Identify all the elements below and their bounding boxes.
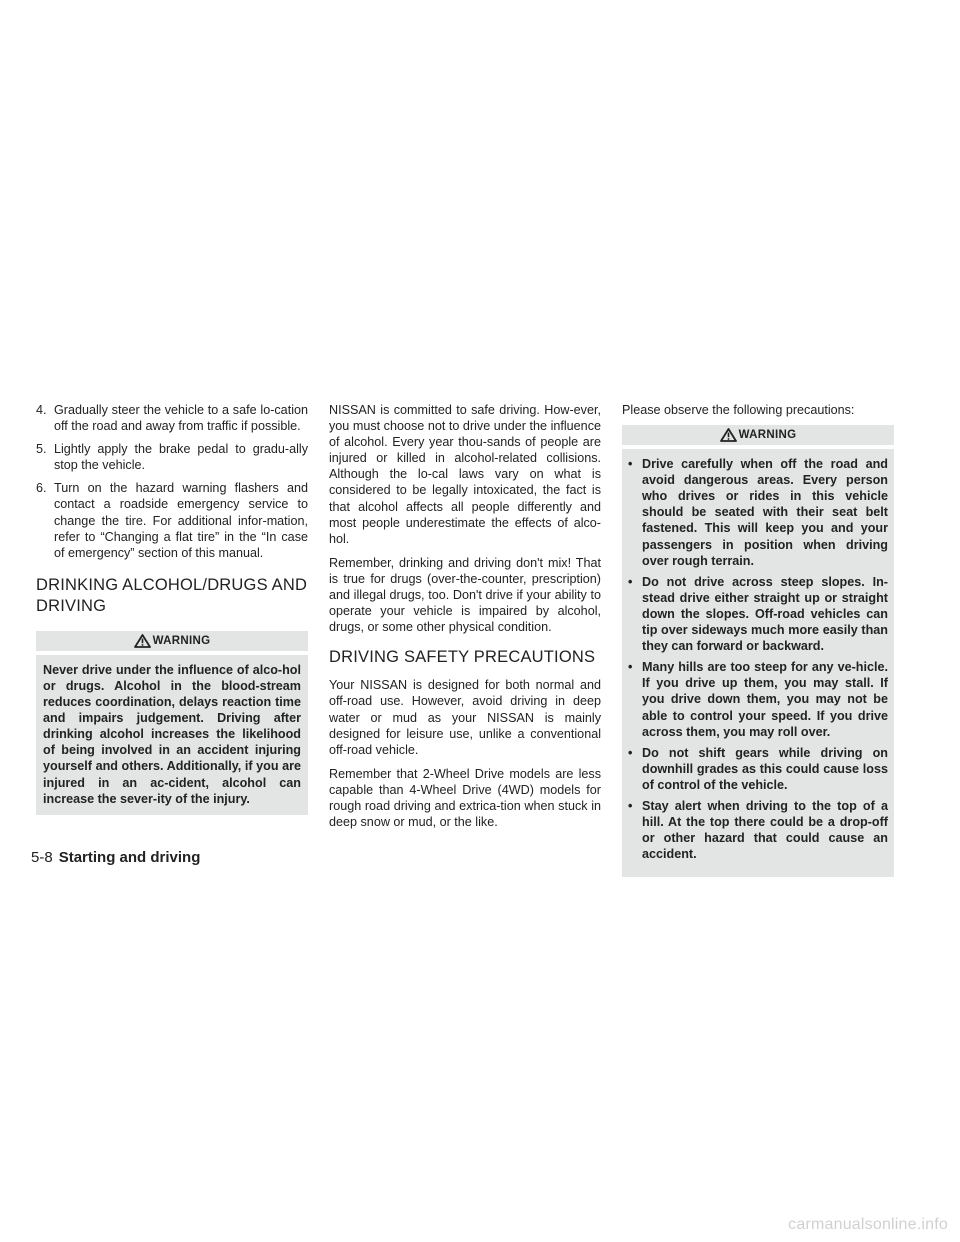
warning-label: WARNING	[738, 429, 797, 442]
step-item	[36, 441, 308, 473]
bullet-dot: •	[628, 457, 633, 472]
list-item-text: Drive carefully when off the road and avoid dangerous areas. Every person who drives or rides in this vehicle should be seated with their seat belt fastened. This will keep you and your passengers in position when driving over rough terrain.	[642, 457, 888, 568]
heading-line-1: DRINKING ALCOHOL/DRUGS AND	[36, 575, 308, 594]
warning-triangle-icon	[134, 634, 151, 648]
heading-line-2: DRIVING	[36, 596, 107, 615]
warning-header	[622, 425, 894, 445]
list-item	[628, 745, 888, 793]
step-item	[36, 480, 308, 560]
list-item-text: Stay alert when driving to the top of a hill. At the top there could be a drop-off or other hazard that could cause an accident.	[642, 798, 888, 862]
paragraph: Your NISSAN is designed for both normal and off-road use. However, avoid driving in deep water or mud as your NISSAN is mainly designed for leisure use, unlike a conventional off-road vehicle.	[329, 678, 601, 757]
step-text: Gradually steer the vehicle to a safe lo-cation off the road and away from traffic if possible.	[54, 403, 308, 434]
precautions-list	[622, 449, 894, 877]
precautions-intro: Please observe the following precautions:	[622, 403, 855, 417]
bullet-dot: •	[628, 660, 633, 675]
bullet-dot: •	[628, 574, 633, 589]
bullet-dot: •	[628, 798, 633, 813]
list-item	[628, 798, 888, 862]
column-1	[36, 402, 308, 815]
step-text: Lightly apply the brake pedal to gradu-ally stop the vehicle.	[54, 442, 308, 473]
section-title: Starting and driving	[58, 849, 201, 866]
bullet-dot: •	[628, 745, 633, 760]
column-3	[622, 402, 894, 877]
step-number: 4.	[36, 403, 47, 417]
warning-box	[622, 449, 894, 877]
list-item-text: Do not shift gears while driving on downhill grades as this could cause loss of control of the vehicle.	[642, 745, 888, 792]
paragraph: Remember that 2-Wheel Drive models are less capable than 4-Wheel Drive (4WD) models for rough road driving and extrica-tion when stuck in deep snow or mud, or the like.	[329, 766, 601, 830]
paragraph: Remember, drinking and driving don't mix! That is true for drugs (over-the-counter, prescription) and illegal drugs, too. Don't drive if your ability to operate your vehicle is impaired by alcohol, drugs, or some other physical condition.	[329, 555, 601, 635]
step-text: Turn on the hazard warning flashers and contact a roadside emergency service to change the tire. For additional infor-mation, refer to “Changing a flat tire” in the “In case of emergency” section of this manual.	[54, 481, 308, 560]
list-item	[628, 659, 888, 739]
page-footer	[31, 848, 200, 868]
section-heading-drinking	[36, 575, 308, 617]
paragraph: NISSAN is committed to safe driving. How-ever, you must choose not to drive under the influence of alcohol. Every year thou-sands of people are injured or killed in alcohol-related collisions. Although the lo-cal laws vary on what is considered to be legally intoxicated, the fact is that alcohol affects all people differently and most people underestimate the effects of alco-hol.	[329, 403, 601, 546]
column-2	[329, 402, 601, 838]
procedure-steps	[36, 402, 308, 561]
list-item-text: Many hills are too steep for any ve-hicle. If you drive up them, you may stall. If you drive down them, you may not be able to control your speed. If you drive across them, you may roll over.	[642, 660, 888, 739]
step-number: 5.	[36, 442, 47, 457]
warning-label: WARNING	[152, 634, 211, 647]
list-item	[628, 574, 888, 654]
watermark: carmanualsonline.info	[788, 1216, 948, 1233]
warning-box	[36, 655, 308, 815]
list-item	[628, 456, 888, 569]
warning-header	[36, 631, 308, 651]
section-heading-safety: DRIVING SAFETY PRECAUTIONS	[329, 648, 596, 667]
warning-text: Never drive under the influence of alco-hol or drugs. Alcohol in the blood-stream reduces coordination, delays reaction time and impairs judgement. Driving after drinking alcohol increases the likelihood of being involved in an accident injuring yourself and others. Additionally, if you are injured in an ac-cident, alcohol can increase the sever-ity of the injury.	[43, 662, 301, 806]
step-number: 6.	[36, 481, 47, 496]
list-item-text: Do not drive across steep slopes. In-stead drive either straight up or straight down the slopes. Off-road vehicles can tip over sideways much more easily than they can forward or backward.	[642, 574, 888, 654]
page-number: 5-8	[31, 849, 53, 866]
warning-triangle-icon	[720, 428, 737, 442]
step-item	[36, 402, 308, 434]
